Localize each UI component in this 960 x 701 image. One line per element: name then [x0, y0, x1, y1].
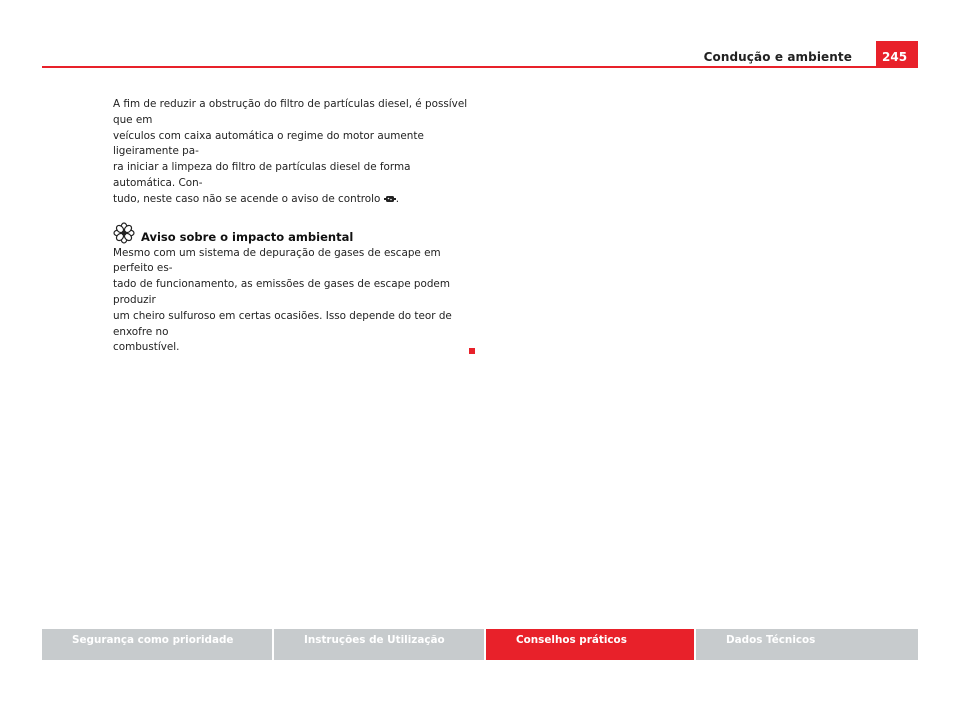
tab-conselhos[interactable]: Conselhos práticos — [484, 629, 694, 660]
section-body — [113, 246, 475, 357]
section-heading — [113, 220, 475, 246]
section-line: tado de funcionamento, as emissões de gases de escape podem produzir — [113, 278, 450, 306]
diesel-particulate-filter-icon — [384, 195, 396, 203]
section-end-marker — [469, 348, 475, 354]
intro-line: tudo, neste caso não se acende o aviso de controlo — [113, 192, 381, 205]
footer-nav — [42, 629, 918, 660]
page-title: Condução e ambiente — [703, 50, 852, 64]
section-line: combustível. — [113, 341, 180, 354]
intro-line: A fim de reduzir a obstrução do filtro de partículas diesel, é possível que em — [113, 98, 468, 126]
intro-line: ra iniciar a limpeza do filtro de partículas diesel de forma automática. Con- — [113, 161, 411, 189]
tab-dados-tecnicos[interactable]: Dados Técnicos — [694, 629, 918, 660]
page-number: 245 — [876, 41, 918, 67]
environment-flower-icon — [113, 222, 135, 244]
tab-instrucoes[interactable]: Instruções de Utilização — [272, 629, 484, 660]
intro-paragraph — [113, 97, 475, 208]
section-title: Aviso sobre o impacto ambiental — [141, 229, 354, 244]
header-divider — [42, 66, 918, 68]
intro-line-end: . — [395, 192, 400, 205]
tab-seguranca[interactable]: Segurança como prioridade — [42, 629, 272, 660]
main-content — [113, 97, 475, 356]
intro-line: veículos com caixa automática o regime do motor aumente ligeiramente pa- — [113, 129, 424, 158]
section-line: um cheiro sulfuroso em certas ocasiões. Isso depende do teor de enxofre no — [113, 309, 452, 338]
section-line: Mesmo com um sistema de depuração de gases de escape em perfeito es- — [113, 246, 441, 275]
